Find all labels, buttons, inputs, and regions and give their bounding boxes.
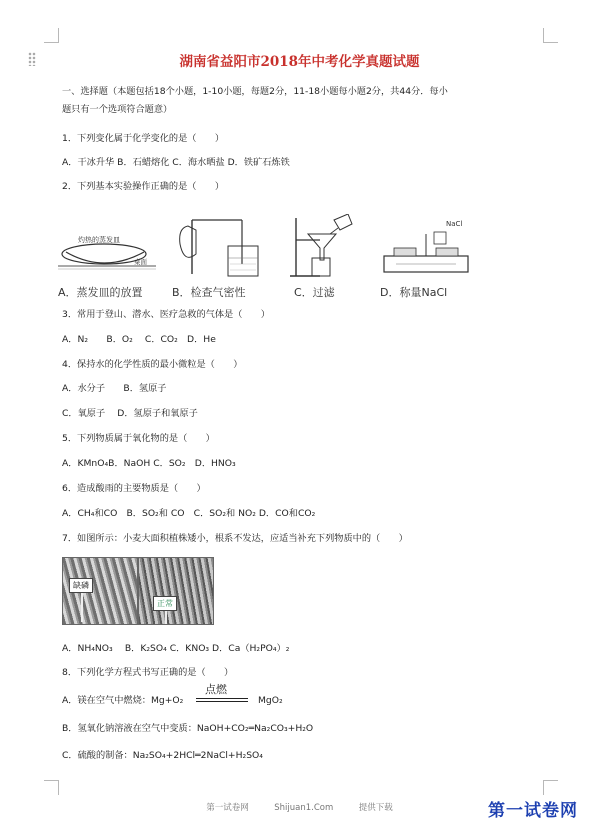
question-4: 4．保持水的化学性质的最小微粒是（ ） bbox=[62, 359, 243, 370]
brand-watermark: 第一试卷网 bbox=[488, 801, 578, 821]
caption-b: B．检查气密性 bbox=[172, 286, 246, 299]
airtightness-illustration bbox=[170, 214, 265, 282]
question-1-options: A．干冰升华 B．石蜡熔化 C．海水晒盐 D．铁矿石炼铁 bbox=[62, 157, 290, 168]
question-3: 3．常用于登山、潜水、医疗急救的气体是（ ） bbox=[62, 309, 270, 320]
question-8-option-c: C．硫酸的制备：Na₂SO₄+2HCl═2NaCl+H₂SO₄ bbox=[62, 750, 263, 761]
question-8-option-a-product: MgO₂ bbox=[258, 695, 283, 706]
filtration-illustration bbox=[290, 214, 360, 282]
reaction-arrow-line bbox=[196, 698, 248, 699]
question-4-options-2: C．氧原子 D．氢原子和氧原子 bbox=[62, 408, 198, 419]
question-8-option-b: B．氢氧化钠溶液在空气中变质：NaOH+CO₂═Na₂CO₃+H₂O bbox=[62, 723, 314, 734]
caption-a: A．蒸发皿的放置 bbox=[58, 286, 143, 299]
question-7: 7．如图所示：小麦大面积植株矮小，根系不发达，应适当补充下列物质中的（ ） bbox=[62, 533, 408, 544]
section-intro-line1: 一、选择题（本题包括18个小题，1-10小题，每题2分，11-18小题每小题2分，共44分．每小 bbox=[62, 86, 448, 97]
crop-mark-bottom-right bbox=[543, 780, 558, 795]
figure-weighing bbox=[376, 214, 476, 300]
figure-evaporating-dish bbox=[58, 214, 158, 300]
question-1: 1．下列变化属于化学变化的是（ ） bbox=[62, 133, 225, 144]
section-intro-line2: 题只有一个选项符合题意） bbox=[62, 104, 173, 115]
question-6: 6．造成酸雨的主要物质是（ ） bbox=[62, 483, 206, 494]
photo-label-normal: 正常 bbox=[153, 596, 177, 611]
photo-label-deficient: 缺磷 bbox=[69, 578, 93, 593]
question-2-figures bbox=[58, 214, 468, 300]
label-nacl: NaCl bbox=[446, 220, 463, 228]
photo-normal bbox=[138, 557, 214, 625]
caption-c: C．过滤 bbox=[294, 286, 335, 299]
crop-mark-top-left bbox=[44, 28, 59, 43]
label-dish: 灼热的蒸发皿 bbox=[78, 236, 120, 244]
question-8: 8．下列化学方程式书写正确的是（ ） bbox=[62, 667, 234, 678]
question-8-option-a: A．镁在空气中燃烧：Mg+O₂ bbox=[62, 695, 184, 706]
photo-phosphorus-deficient bbox=[62, 557, 138, 625]
question-6-options: A．CH₄和CO B．SO₂和 CO C．SO₂和 NO₂ D．CO和CO₂ bbox=[62, 508, 316, 519]
question-2: 2．下列基本实验操作正确的是（ ） bbox=[62, 181, 225, 192]
question-7-options: A．NH₄NO₃ B．K₂SO₄ C．KNO₃ D．Ca（H₂PO₄）₂ bbox=[62, 643, 290, 654]
reaction-arrow-line-2 bbox=[196, 701, 248, 702]
evaporating-dish-illustration bbox=[58, 214, 158, 276]
figure-airtightness bbox=[170, 214, 265, 300]
crop-mark-bottom-left bbox=[44, 780, 59, 795]
label-table: 桌面 bbox=[134, 258, 147, 266]
question-4-options-1: A．水分子 B．氢原子 bbox=[62, 383, 167, 394]
question-3-options: A．N₂ B．O₂ C．CO₂ D．He bbox=[62, 334, 216, 345]
question-5-options: A．KMnO₄B．NaOH C．SO₂ D．HNO₃ bbox=[62, 458, 236, 469]
question-5: 5．下列物质属于氧化物的是（ ） bbox=[62, 433, 215, 444]
balance-illustration bbox=[376, 214, 476, 282]
crop-mark-top-right bbox=[543, 28, 558, 43]
figure-filtration bbox=[290, 214, 360, 300]
page-footer: 第一试卷网 Shijuan1.Com 提供下载 bbox=[206, 803, 393, 813]
reaction-condition: 点燃 bbox=[205, 683, 227, 696]
caption-d: D．称量NaCl bbox=[380, 286, 448, 299]
page-title: 湖南省益阳市2018年中考化学真题试题 bbox=[179, 54, 420, 70]
